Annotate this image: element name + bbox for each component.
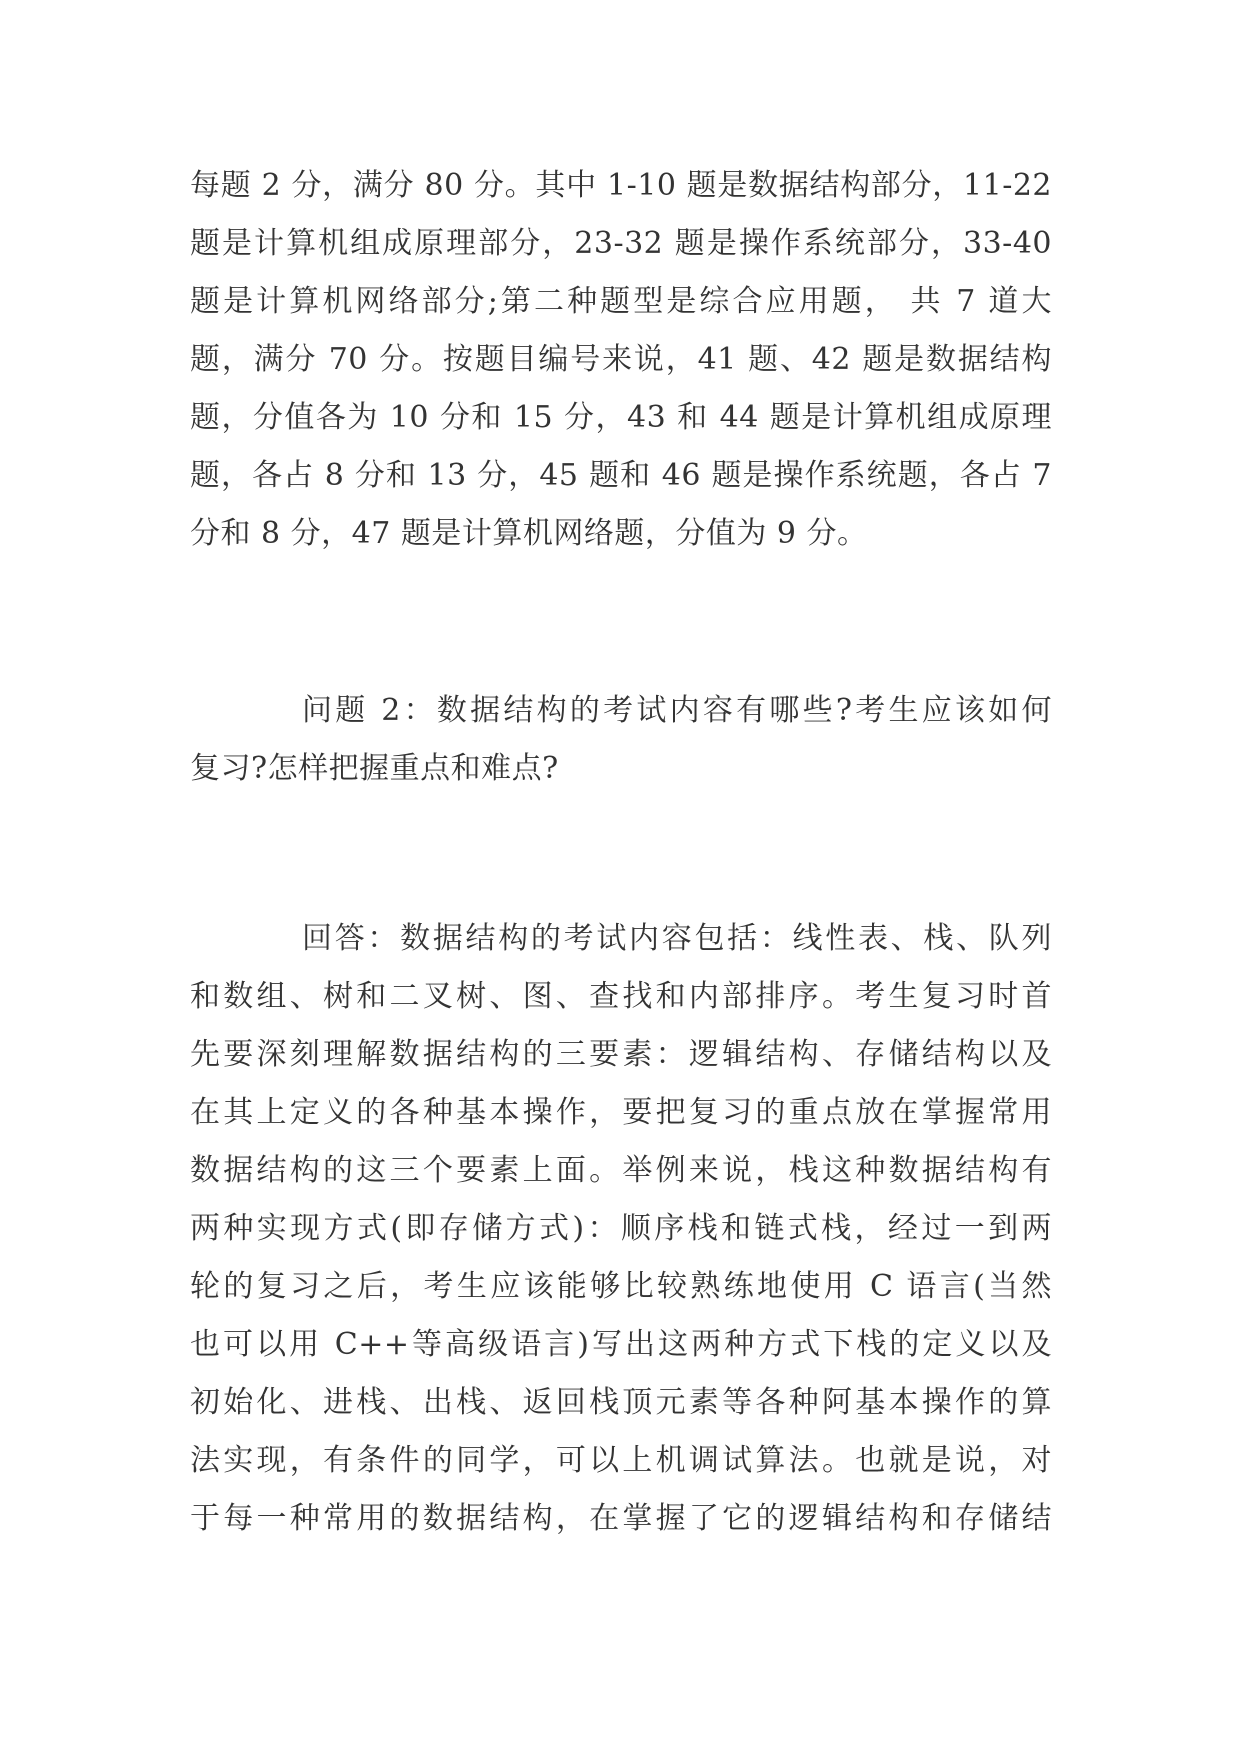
- text-line: 法实现，有条件的同学，可以上机调试算法。也就是说，对: [190, 1443, 1052, 1478]
- text-line: 题，各占 8 分和 13 分，45 题和 46 题是操作系统题，各占 7: [190, 458, 1052, 493]
- text-line: 复习?怎样把握重点和难点?: [190, 751, 559, 786]
- text-line: 先要深刻理解数据结构的三要素：逻辑结构、存储结构以及: [190, 1037, 1052, 1072]
- paragraph-question-2: [190, 682, 1052, 798]
- text-line: 题，满分 70 分。按题目编号来说，41 题、42 题是数据结构: [190, 342, 1052, 377]
- text-line: 每题 2 分，满分 80 分。其中 1-10 题是数据结构部分，11-22: [190, 168, 1052, 203]
- text-line: 初始化、进栈、出栈、返回栈顶元素等各种阿基本操作的算: [190, 1385, 1052, 1420]
- text-line: 题，分值各为 10 分和 15 分，43 和 44 题是计算机组成原理: [190, 400, 1052, 435]
- text-line: 两种实现方式(即存储方式)：顺序栈和链式栈，经过一到两: [190, 1211, 1052, 1246]
- text-line: 问题 2：数据结构的考试内容有哪些?考生应该如何: [302, 693, 1052, 728]
- paragraph-answer: [190, 910, 1052, 1548]
- text-line: 题是计算机组成原理部分，23-32 题是操作系统部分，33-40: [190, 226, 1052, 261]
- text-line: 题是计算机网络部分;第二种题型是综合应用题， 共 7 道大: [190, 284, 1052, 319]
- text-line: 分和 8 分，47 题是计算机网络题，分值为 9 分。: [190, 516, 868, 551]
- text-line: 数据结构的这三个要素上面。举例来说，栈这种数据结构有: [190, 1153, 1052, 1188]
- text-line: 在其上定义的各种基本操作，要把复习的重点放在掌握常用: [190, 1095, 1052, 1130]
- paragraph-exam-scoring: [190, 157, 1052, 563]
- text-line: 于每一种常用的数据结构，在掌握了它的逻辑结构和存储结: [190, 1501, 1052, 1536]
- text-line: 轮的复习之后，考生应该能够比较熟练地使用 C 语言(当然: [190, 1269, 1052, 1304]
- text-line: 也可以用 C++等高级语言)写出这两种方式下栈的定义以及: [190, 1327, 1052, 1362]
- text-line: 回答：数据结构的考试内容包括：线性表、栈、队列: [302, 921, 1052, 956]
- text-line: 和数组、树和二叉树、图、查找和内部排序。考生复习时首: [190, 979, 1052, 1014]
